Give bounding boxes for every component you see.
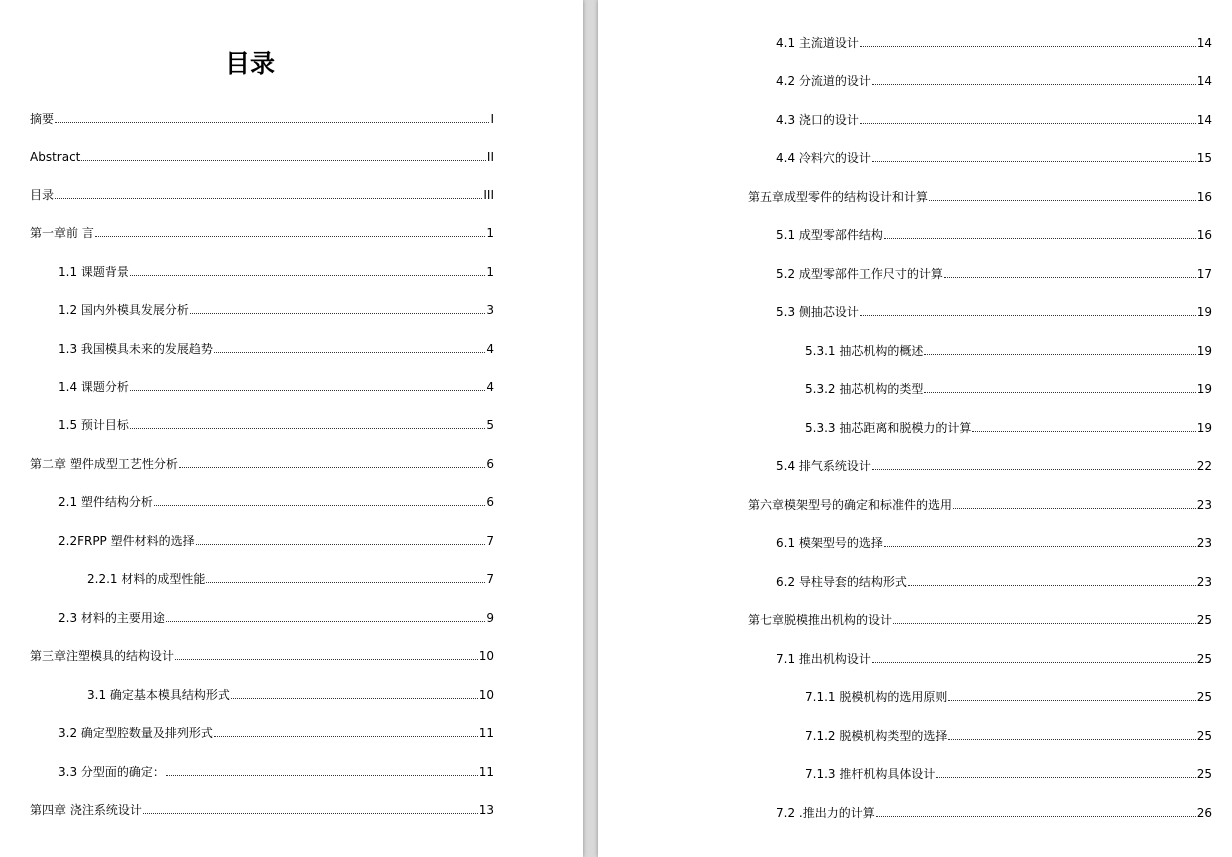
toc-entry-page: 10: [478, 688, 494, 702]
toc-leader-dots: [231, 698, 478, 699]
toc-entry-page: 4: [486, 342, 494, 356]
toc-entry[interactable]: [58, 376, 494, 394]
toc-entry-page: 11: [478, 765, 494, 779]
toc-entry-text: 3.3 分型面的确定：: [58, 765, 165, 779]
toc-entry-text: 摘要: [30, 112, 55, 126]
toc-entry-text: 5.4 排气系统设计: [776, 459, 871, 473]
document-page-left: [0, 0, 583, 857]
toc-entry-page: 16: [1196, 190, 1212, 204]
toc-entry-page: 19: [1196, 344, 1212, 358]
toc-entry[interactable]: [87, 684, 494, 702]
toc-entry-text: 6.2 导柱导套的结构形式: [776, 575, 907, 589]
toc-entry-text: 第六章模架型号的确定和标准件的选用: [748, 498, 953, 512]
toc-leader-dots: [908, 585, 1196, 586]
toc-entry[interactable]: [748, 609, 1212, 627]
toc-entry-text: 第一章前 言: [30, 226, 94, 240]
toc-leader-dots: [872, 469, 1196, 470]
toc-entry-text: 4.3 浇口的设计: [776, 113, 859, 127]
toc-entry[interactable]: [776, 263, 1212, 281]
toc-entry[interactable]: [30, 146, 494, 164]
toc-leader-dots: [872, 161, 1196, 162]
toc-entry-text: 7.1.2 脱模机构类型的选择: [805, 729, 948, 743]
toc-entry-page: 9: [486, 611, 494, 625]
toc-entry-text: 7.1.3 推杆机构具体设计: [805, 767, 936, 781]
toc-entry-page: 25: [1196, 652, 1212, 666]
toc-leader-dots: [130, 390, 485, 391]
toc-leader-dots: [893, 623, 1196, 624]
toc-entry-page: 22: [1196, 459, 1212, 473]
toc-entry[interactable]: [776, 455, 1212, 473]
toc-entry[interactable]: [58, 491, 494, 509]
toc-leader-dots: [929, 200, 1196, 201]
toc-entry[interactable]: [776, 301, 1212, 319]
toc-leader-dots: [55, 198, 482, 199]
toc-leader-dots: [166, 621, 485, 622]
toc-entry[interactable]: [30, 453, 494, 471]
toc-leader-dots: [130, 275, 485, 276]
toc-entry-text: 第五章成型零件的结构设计和计算: [748, 190, 929, 204]
toc-entry[interactable]: [805, 763, 1212, 781]
toc-entry[interactable]: [30, 222, 494, 240]
toc-entry-text: 7.2 .推出力的计算: [776, 806, 875, 820]
toc-entry-text: 2.2.1 材料的成型性能: [87, 572, 206, 586]
toc-entry-page: 5: [486, 418, 494, 432]
toc-entry-text: 2.1 塑件结构分析: [58, 495, 153, 509]
toc-leader-dots: [936, 777, 1195, 778]
toc-leader-dots: [948, 700, 1195, 701]
toc-entry-text: 1.3 我国模具未来的发展趋势: [58, 342, 213, 356]
toc-entry-text: 5.2 成型零部件工作尺寸的计算: [776, 267, 943, 281]
toc-leader-dots: [214, 736, 478, 737]
toc-entry-text: 5.3.1 抽芯机构的概述: [805, 344, 924, 358]
toc-leader-dots: [953, 508, 1196, 509]
toc-leader-dots: [872, 662, 1196, 663]
toc-leader-dots: [876, 816, 1196, 817]
toc-entry-page: 23: [1196, 575, 1212, 589]
toc-leader-dots: [190, 313, 485, 314]
toc-entry[interactable]: [58, 261, 494, 279]
toc-entry-page: 25: [1196, 690, 1212, 704]
toc-entry-page: 25: [1196, 613, 1212, 627]
toc-entry[interactable]: [30, 108, 494, 126]
toc-entry-text: 7.1.1 脱模机构的选用原则: [805, 690, 948, 704]
toc-leader-dots: [860, 315, 1196, 316]
toc-entry-page: 14: [1196, 74, 1212, 88]
toc-entry[interactable]: [58, 338, 494, 356]
toc-entry-page: 23: [1196, 536, 1212, 550]
toc-entry-text: 1.4 课题分析: [58, 380, 129, 394]
toc-entry-text: 目录: [30, 188, 55, 202]
toc-entry-text: 第三章注塑模具的结构设计: [30, 649, 175, 663]
toc-entry[interactable]: [776, 32, 1212, 50]
toc-leader-dots: [972, 431, 1195, 432]
toc-entry-page: II: [486, 150, 494, 164]
toc-entry[interactable]: [776, 802, 1212, 820]
toc-leader-dots: [860, 123, 1196, 124]
toc-entry[interactable]: [776, 648, 1212, 666]
toc-entry[interactable]: [805, 378, 1212, 396]
toc-entry-page: 16: [1196, 228, 1212, 242]
toc-leader-dots: [924, 354, 1195, 355]
toc-entry[interactable]: [805, 725, 1212, 743]
toc-entry[interactable]: [805, 417, 1212, 435]
toc-entry-page: 1: [486, 226, 494, 240]
toc-entry-text: 1.2 国内外模具发展分析: [58, 303, 189, 317]
toc-entry-text: 5.3.2 抽芯机构的类型: [805, 382, 924, 396]
toc-leader-dots: [196, 544, 486, 545]
toc-entry[interactable]: [87, 568, 494, 586]
toc-entry[interactable]: [776, 147, 1212, 165]
toc-entry-text: 1.5 预计目标: [58, 418, 129, 432]
toc-entry-text: 第七章脱模推出机构的设计: [748, 613, 893, 627]
toc-entry-page: 19: [1196, 382, 1212, 396]
toc-entry[interactable]: [58, 761, 494, 779]
toc-leader-dots: [179, 467, 486, 468]
toc-entry[interactable]: [776, 224, 1212, 242]
toc-entry-text: 2.3 材料的主要用途: [58, 611, 165, 625]
toc-leader-dots: [55, 122, 489, 123]
toc-entry-page: III: [483, 188, 494, 202]
toc-entry-page: 23: [1196, 498, 1212, 512]
toc-leader-dots: [166, 775, 478, 776]
toc-entry-page: 11: [478, 726, 494, 740]
toc-entry-page: 10: [478, 649, 494, 663]
toc-entry[interactable]: [748, 186, 1212, 204]
toc-entry-page: 25: [1196, 767, 1212, 781]
toc-entry-text: 4.2 分流道的设计: [776, 74, 871, 88]
toc-entry-text: 4.4 冷料穴的设计: [776, 151, 871, 165]
toc-leader-dots: [143, 813, 478, 814]
toc-leader-dots: [884, 546, 1196, 547]
toc-entry[interactable]: [805, 686, 1212, 704]
toc-entry[interactable]: [58, 299, 494, 317]
toc-entry[interactable]: [776, 70, 1212, 88]
toc-entry-page: 19: [1196, 305, 1212, 319]
toc-leader-dots: [884, 238, 1196, 239]
toc-entry-text: 5.3 侧抽芯设计: [776, 305, 859, 319]
toc-entry-page: 3: [486, 303, 494, 317]
toc-entry-page: 26: [1196, 806, 1212, 820]
toc-entry[interactable]: [30, 184, 494, 202]
toc-entry[interactable]: [776, 571, 1212, 589]
toc-entry-page: 14: [1196, 36, 1212, 50]
toc-entry[interactable]: [58, 607, 494, 625]
toc-entry-text: 1.1 课题背景: [58, 265, 129, 279]
toc-leader-dots: [948, 739, 1195, 740]
toc-entry[interactable]: [30, 645, 494, 663]
toc-entry[interactable]: [58, 414, 494, 432]
toc-entry-page: 6: [486, 495, 494, 509]
toc-leader-dots: [214, 352, 485, 353]
toc-entry-page: 13: [478, 803, 494, 817]
toc-entry-text: 6.1 模架型号的选择: [776, 536, 883, 550]
toc-leader-dots: [924, 392, 1195, 393]
toc-entry-page: 25: [1196, 729, 1212, 743]
toc-entry-text: 第四章 浇注系统设计: [30, 803, 142, 817]
toc-entry-text: 3.2 确定型腔数量及排列形式: [58, 726, 213, 740]
toc-entry-text: 5.3.3 抽芯距离和脱模力的计算: [805, 421, 972, 435]
toc-entry-page: 7: [486, 534, 494, 548]
toc-entry[interactable]: [748, 494, 1212, 512]
toc-entry-text: 7.1 推出机构设计: [776, 652, 871, 666]
toc-title: 目录: [224, 49, 275, 78]
toc-leader-dots: [130, 428, 485, 429]
toc-entry[interactable]: [58, 530, 494, 548]
toc-entry-text: 2.2FRPP 塑件材料的选择: [58, 534, 195, 548]
toc-entry-text: 3.1 确定基本模具结构形式: [87, 688, 230, 702]
toc-leader-dots: [175, 659, 478, 660]
toc-leader-dots: [872, 84, 1196, 85]
toc-entry-text: 5.1 成型零部件结构: [776, 228, 883, 242]
toc-entry-page: I: [490, 112, 494, 126]
toc-entry-page: 6: [486, 457, 494, 471]
toc-entry[interactable]: [805, 340, 1212, 358]
toc-entry[interactable]: [776, 532, 1212, 550]
toc-entry-page: 15: [1196, 151, 1212, 165]
toc-entry-page: 4: [486, 380, 494, 394]
toc-leader-dots: [206, 582, 485, 583]
toc-entry-page: 7: [486, 572, 494, 586]
toc-leader-dots: [95, 236, 486, 237]
toc-entry-page: 14: [1196, 113, 1212, 127]
toc-entry[interactable]: [30, 799, 494, 817]
toc-entry-page: 1: [486, 265, 494, 279]
toc-entry[interactable]: [58, 722, 494, 740]
toc-entry-page: 17: [1196, 267, 1212, 281]
toc-leader-dots: [81, 160, 486, 161]
toc-leader-dots: [944, 277, 1196, 278]
toc-leader-dots: [154, 505, 485, 506]
toc-entry-page: 19: [1196, 421, 1212, 435]
toc-entry-text: 4.1 主流道设计: [776, 36, 859, 50]
document-page-right: [598, 0, 1232, 857]
toc-entry[interactable]: [776, 109, 1212, 127]
toc-entry-text: Abstract: [30, 150, 81, 164]
toc-leader-dots: [860, 46, 1196, 47]
toc-entry-text: 第二章 塑件成型工艺性分析: [30, 457, 178, 471]
